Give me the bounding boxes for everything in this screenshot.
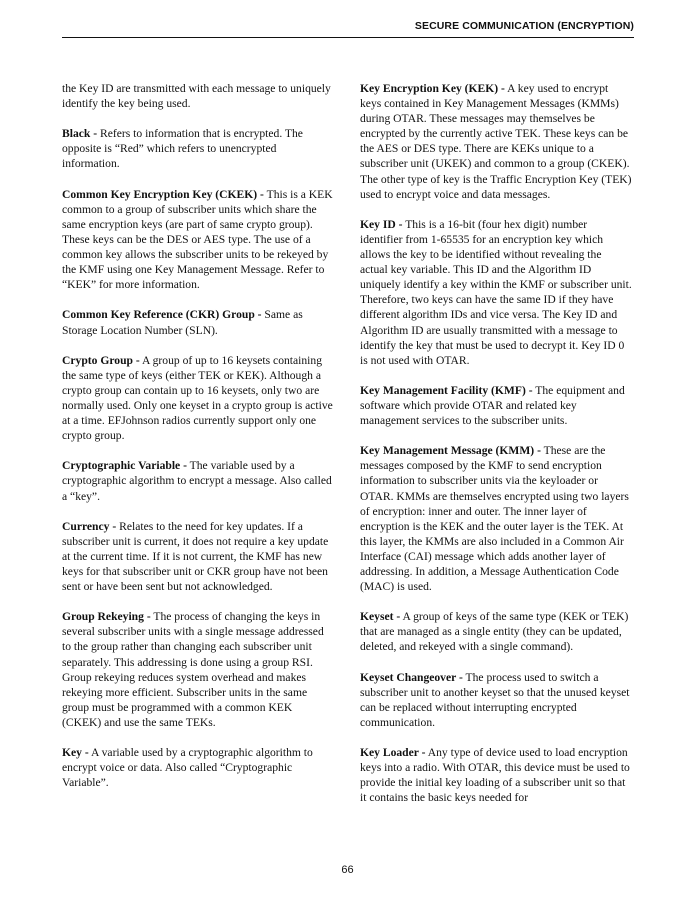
glossary-term: Keyset - <box>360 610 401 624</box>
glossary-term: Group Rekeying - <box>62 610 151 624</box>
glossary-definition: A key used to encrypt keys contained in Key Management Messages (KMMs) during OTAR. These messages may themselves be encrypted by the currently active TEK. These keys can be the AES or DES type. There are KEKs unique to a subscriber unit (UKEK) and common to a group (CKEK). The other type of key is the Traffic Encryption Key (TEK) used to encrypt voice and data messages. <box>360 82 632 201</box>
left-column <box>62 81 334 806</box>
glossary-term: Key Encryption Key (KEK) - <box>360 82 505 95</box>
glossary-definition: The process used to switch a subscriber unit to another keyset so that the unused keyset can be replaced without interrupting encrypted communication. <box>360 670 630 729</box>
running-header: SECURE COMMUNICATION (ENCRYPTION) <box>414 20 634 32</box>
right-column <box>360 81 632 821</box>
glossary-entry <box>62 609 334 730</box>
glossary-definition: A variable used by a cryptographic algorithm to encrypt voice or data. Also called “Cryptographic Variable”. <box>62 746 313 790</box>
glossary-entry <box>62 307 334 337</box>
glossary-term: Common Key Encryption Key (CKEK) - <box>62 187 264 201</box>
glossary-entry <box>62 126 334 171</box>
glossary-entry <box>360 745 632 805</box>
glossary-entry <box>62 519 334 594</box>
glossary-definition: These are the messages composed by the KMF to send encryption information to subscriber units via the keyloader or OTAR. KMMs are themselves encrypted using two layers of encryption: inner and outer. The inner layer of encryption is the KEK and the outer layer is the TEK. At this layer, the KMMs are also included in a Common Air Interface (CAI) message which adds another layer of addressing. In addition, a Message Authentication Code (MAC) is used. <box>360 444 629 594</box>
glossary-entry <box>62 458 334 503</box>
glossary-term: Crypto Group - <box>62 353 140 367</box>
glossary-definition: the Key ID are transmitted with each message to uniquely identify the key being used. <box>62 82 331 111</box>
glossary-definition: This is a KEK common to a group of subscriber units which share the same encryption keys (are part of same crypto group). These keys can be the DES or AES type. The use of a common key allows the subscriber units to be rekeyed by the KMF using one Key Management Message. Refer to “KEK” for more information. <box>62 187 333 292</box>
glossary-term: Cryptographic Variable - <box>62 459 187 473</box>
glossary-entry <box>62 353 334 444</box>
glossary-definition: A group of up to 16 keysets containing the same type of keys (either TEK or KEK). Although a crypto group can contain up to 16 keysets, only two are normally used. Only one keyset in a crypto group is active at a time. EFJohnson radios currently support only one crypto group. <box>62 353 333 443</box>
glossary-term: Common Key Reference (CKR) Group - <box>62 308 262 322</box>
glossary-entry <box>360 609 632 654</box>
glossary-entry <box>360 443 632 594</box>
page-number: 66 <box>341 864 354 876</box>
glossary-entry <box>62 81 334 111</box>
glossary-term: Currency - <box>62 519 117 533</box>
glossary-term: Key ID - <box>360 217 403 231</box>
glossary-term: Key - <box>62 746 89 760</box>
glossary-definition: Any type of device used to load encryption keys into a radio. With OTAR, this device must be used to provide the initial key loading of a subscriber unit so that it contains the basic keys needed for <box>360 746 630 805</box>
glossary-term: Keyset Changeover - <box>360 670 463 684</box>
header-rule <box>62 37 634 38</box>
glossary-term: Key Management Message (KMM) - <box>360 444 541 458</box>
glossary-entry <box>360 383 632 428</box>
glossary-term: Key Loader - <box>360 746 426 760</box>
glossary-entry <box>360 670 632 730</box>
glossary-entry <box>62 745 334 790</box>
glossary-definition: The variable used by a cryptographic algorithm to encrypt a message. Also called a “key”. <box>62 459 332 503</box>
glossary-term: Black - <box>62 127 98 141</box>
glossary-definition: The equipment and software which provide OTAR and related key management services to the subscriber units. <box>360 383 625 428</box>
glossary-definition: Same as Storage Location Number (SLN). <box>62 308 303 337</box>
glossary-entry <box>360 81 632 202</box>
glossary-term: Key Management Facility (KMF) - <box>360 383 533 397</box>
glossary-definition: Relates to the need for key updates. If a subscriber unit is current, it does not require a key update at the current time. If it is not current, the KMF has new keys for that subscriber unit or CKR group have not been sent or have been sent but not acknowledged. <box>62 519 329 594</box>
glossary-entry <box>360 217 632 368</box>
glossary-definition: The process of changing the keys in several subscriber units with a single message addressed to the group rather than changing each subscriber unit separately. This addressing is done using a group RSI. Group rekeying reduces system overhead and makes rekeying more efficient. Subscriber units in the same group must be programmed with a common KEK (CKEK) and use the same TEKs. <box>62 610 324 729</box>
glossary-entry <box>62 187 334 293</box>
glossary-definition: Refers to information that is encrypted. The opposite is “Red” which refers to unencrypted information. <box>62 127 303 171</box>
glossary-definition: A group of keys of the same type (KEK or TEK) that are managed as a single entity (they can be updated, deleted, and rekeyed with a single command). <box>360 610 629 654</box>
glossary-definition: This is a 16-bit (four hex digit) number identifier from 1-65535 for an encryption key which allows the key to be identified without revealing the actual key variable. This ID and the Algorithm ID uniquely identify a key within the KMF or subscriber unit. Therefore, two keys can have the same ID if they have different algorithm IDs and vice versa. The Key ID and Algorithm ID are usually transmitted with a message to identify the key that must be used to decrypt it. Key ID 0 is not used with OTAR. <box>360 217 632 367</box>
